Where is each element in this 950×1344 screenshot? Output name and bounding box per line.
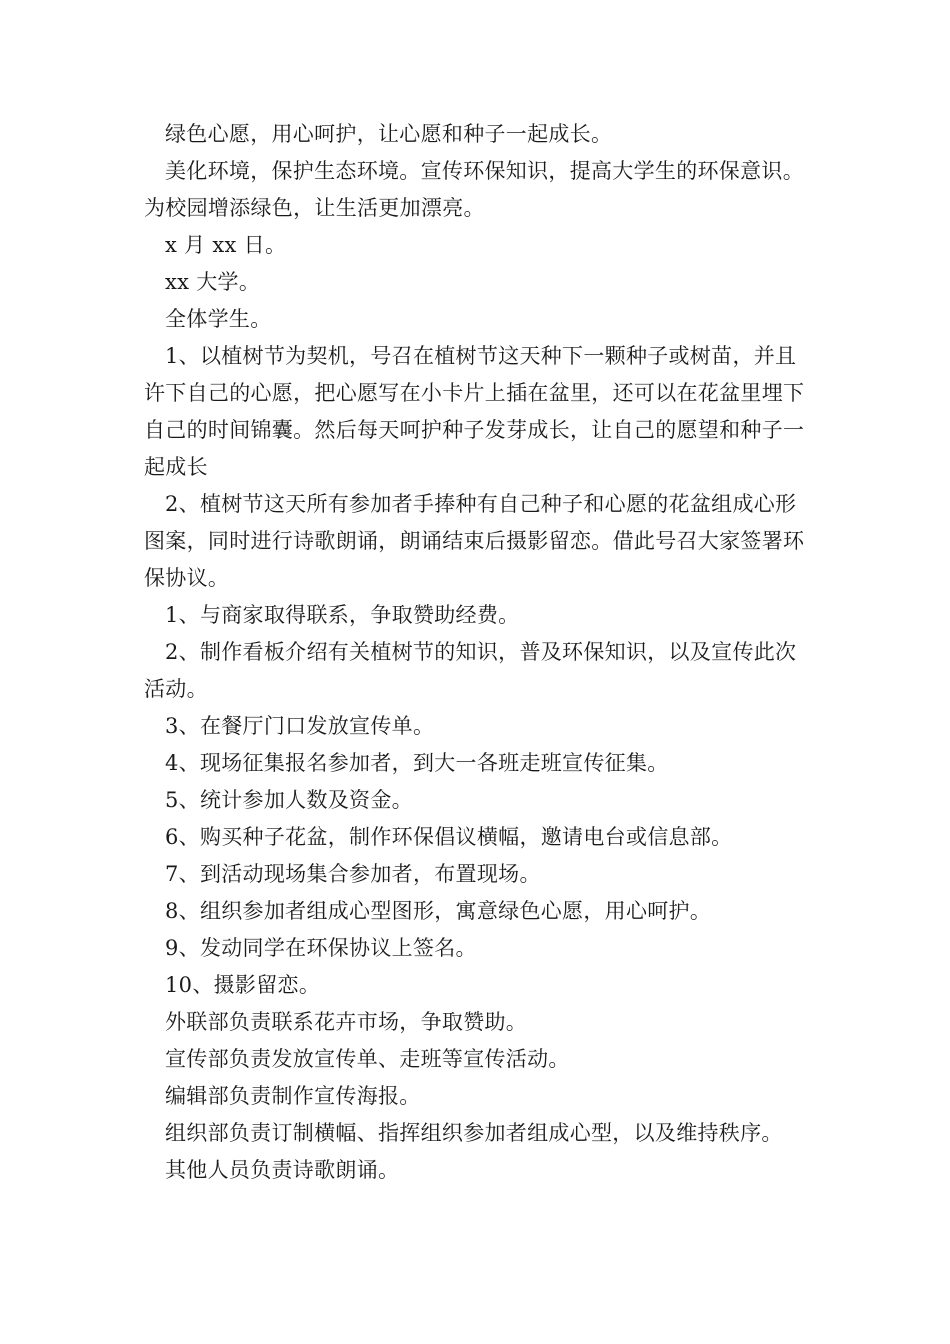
paragraph-purpose: 美化环境，保护生态环境。宣传环保知识，提高大学生的环保意识。为校园增添绿色，让生活更加漂亮。 <box>144 159 804 220</box>
paragraph-step-10: 10、摄影留恋。 <box>165 973 321 997</box>
paragraph-theme: 绿色心愿，用心呵护，让心愿和种子一起成长。 <box>165 122 613 146</box>
paragraph-step-5: 5、统计参加人数及资金。 <box>165 788 413 812</box>
paragraph-date: x 月 xx 日。 <box>165 233 287 257</box>
paragraph-activity-2: 2、植树节这天所有参加者手捧种有自己种子和心愿的花盆组成心形图案，同时进行诗歌朗诵，朗诵结束后摄影留恋。借此号召大家签署环保协议。 <box>144 492 805 590</box>
paragraph-step-1: 1、与商家取得联系，争取赞助经费。 <box>165 603 520 627</box>
document-body <box>144 116 808 1189</box>
paragraph-step-7: 7、到活动现场集合参加者，布置现场。 <box>165 862 541 886</box>
paragraph-step-4: 4、现场征集报名参加者，到大一各班走班宣传征集。 <box>165 751 669 775</box>
paragraph-participants: 全体学生。 <box>165 307 272 331</box>
paragraph-role-organization: 组织部负责订制横幅、指挥组织参加者组成心型，以及维持秩序。 <box>165 1121 783 1145</box>
paragraph-activity-1: 1、以植树节为契机，号召在植树节这天种下一颗种子或树苗，并且许下自己的心愿，把心愿写在小卡片上插在盆里，还可以在花盆里埋下自己的时间锦囊。然后每天呵护种子发芽成长，让自己的愿望和种子一起成长 <box>144 344 805 479</box>
paragraph-role-liaison: 外联部负责联系花卉市场，争取赞助。 <box>165 1010 528 1034</box>
paragraph-step-2: 2、制作看板介绍有关植树节的知识，普及环保知识，以及宣传此次活动。 <box>144 640 797 701</box>
paragraph-role-editing: 编辑部负责制作宣传海报。 <box>165 1084 421 1108</box>
paragraph-step-6: 6、购买种子花盆，制作环保倡议横幅，邀请电台或信息部。 <box>165 825 733 849</box>
paragraph-step-8: 8、组织参加者组成心型图形，寓意绿色心愿，用心呵护。 <box>165 899 712 923</box>
paragraph-role-publicity: 宣传部负责发放宣传单、走班等宣传活动。 <box>165 1047 570 1071</box>
paragraph-step-3: 3、在餐厅门口发放宣传单。 <box>165 714 435 738</box>
paragraph-step-9: 9、发动同学在环保协议上签名。 <box>165 936 477 960</box>
paragraph-location: xx 大学。 <box>165 270 261 294</box>
paragraph-role-others: 其他人员负责诗歌朗诵。 <box>165 1158 400 1182</box>
